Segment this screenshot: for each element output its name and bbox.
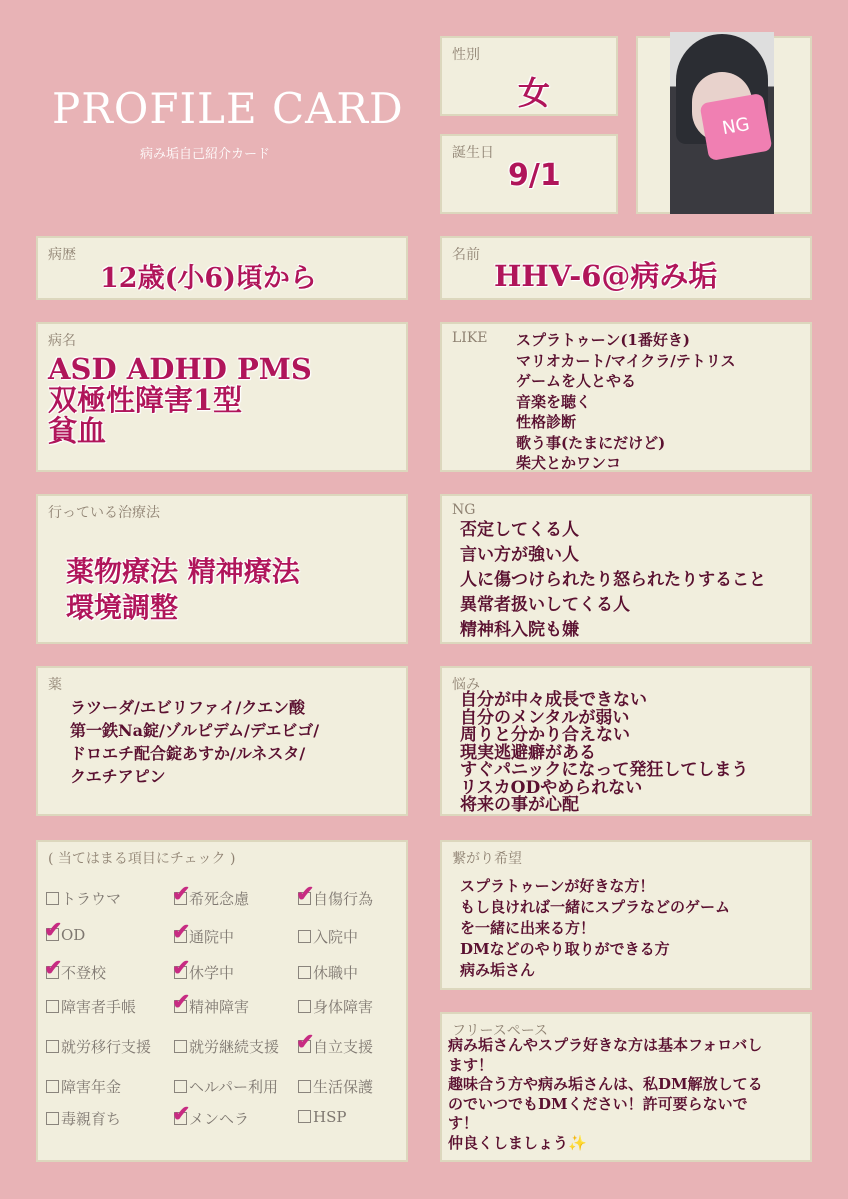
history-label: 病歴 bbox=[48, 247, 76, 263]
checkbox-checked[interactable] bbox=[172, 989, 191, 1015]
checkbox-unchecked[interactable] bbox=[298, 966, 311, 979]
checklist-item[interactable] bbox=[46, 1036, 151, 1057]
worries-item: すぐパニックになって発狂してしまう bbox=[460, 760, 749, 780]
free-space-line: す！ bbox=[448, 1114, 479, 1132]
disease-item: 貧血 bbox=[48, 414, 107, 448]
checkmark-icon: ✔ bbox=[296, 1029, 315, 1055]
medicine-item: ドロエチ配合錠あすか/ルネスタ/ bbox=[70, 744, 306, 763]
checklist-item[interactable] bbox=[172, 955, 235, 983]
checkmark-icon: ✔ bbox=[296, 881, 315, 907]
connect-label: 繋がり希望 bbox=[452, 851, 522, 867]
treatment-card bbox=[36, 494, 408, 644]
checklist-item[interactable] bbox=[298, 996, 373, 1017]
ng-item: 人に傷つけられたり怒られたりすること bbox=[460, 570, 766, 590]
medicine-card bbox=[36, 666, 408, 816]
history-card bbox=[36, 236, 408, 300]
checklist-item-label: 休学中 bbox=[189, 964, 235, 982]
checkmark-icon: ✔ bbox=[172, 881, 191, 907]
like-item: マリオカート/マイクラ/テトリス bbox=[516, 351, 736, 370]
ng-item: 精神科入院も嫌 bbox=[460, 620, 579, 640]
checklist-item[interactable] bbox=[172, 989, 250, 1017]
name-value: HHV-6@病み垢 bbox=[494, 259, 718, 293]
like-item: 柴犬とかワンコ bbox=[516, 454, 622, 472]
like-label: LIKE bbox=[452, 330, 488, 346]
checklist-item[interactable] bbox=[298, 1076, 373, 1097]
checklist-item[interactable] bbox=[298, 926, 358, 947]
gender-card bbox=[440, 36, 618, 116]
medicine-label: 薬 bbox=[48, 677, 62, 693]
checklist-item-label: OD bbox=[61, 926, 86, 944]
like-item: 性格診断 bbox=[516, 413, 577, 431]
free-space-line: ます！ bbox=[448, 1055, 494, 1074]
checkbox-unchecked[interactable] bbox=[46, 1112, 59, 1125]
checkbox-checked[interactable] bbox=[44, 955, 63, 981]
free-space-line: 病み垢さんやスプラ好きな方は基本フォロバし bbox=[448, 1036, 763, 1054]
checkmark-icon: ✔ bbox=[172, 989, 191, 1015]
connect-item: を一緒に出来る方！ bbox=[460, 919, 596, 937]
checkmark-icon: ✔ bbox=[44, 955, 63, 981]
treatment-item: 環境調整 bbox=[66, 591, 179, 624]
checkbox-unchecked[interactable] bbox=[298, 1110, 311, 1123]
checklist-item-label: トラウマ bbox=[61, 890, 122, 908]
connect-card bbox=[440, 840, 812, 990]
birthday-value: 9/1 bbox=[508, 158, 561, 193]
ng-item: 否定してくる人 bbox=[460, 520, 579, 540]
checklist-item-label: 自立支援 bbox=[313, 1038, 374, 1056]
disease-list bbox=[48, 354, 312, 447]
ng-card bbox=[440, 494, 812, 644]
checklist-item-label: 休職中 bbox=[313, 964, 359, 982]
free-space-card bbox=[440, 1012, 812, 1162]
checkmark-icon: ✔ bbox=[172, 919, 191, 945]
medicine-item: ラツーダ/エビリファイ/クエン酸 bbox=[70, 698, 306, 717]
checkbox-unchecked[interactable] bbox=[174, 1080, 187, 1093]
checkbox-checked[interactable] bbox=[44, 917, 63, 943]
checklist-card bbox=[36, 840, 408, 1162]
checkbox-checked[interactable] bbox=[296, 1029, 315, 1055]
checkmark-icon: ✔ bbox=[172, 1101, 191, 1127]
gender-value: 女 bbox=[518, 74, 551, 112]
name-card bbox=[440, 236, 812, 300]
free-space-text bbox=[448, 1036, 763, 1153]
worries-item: 現実逃避癖がある bbox=[460, 742, 596, 763]
checkbox-unchecked[interactable] bbox=[298, 1080, 311, 1093]
checkbox-checked[interactable] bbox=[296, 881, 315, 907]
checklist-item[interactable] bbox=[46, 996, 136, 1017]
checklist-item[interactable] bbox=[172, 881, 250, 909]
worries-item: 周りと分かり合えない bbox=[460, 725, 630, 745]
ng-list bbox=[460, 518, 766, 643]
like-list bbox=[516, 330, 735, 474]
checklist-item-label: 希死念慮 bbox=[189, 890, 250, 908]
ng-item: 異常者扱いしてくる人 bbox=[460, 595, 630, 615]
free-space-label: フリースペース bbox=[452, 1023, 549, 1039]
treatment-list bbox=[66, 554, 300, 626]
checkmark-icon: ✔ bbox=[172, 955, 191, 981]
treatment-label: 行っている治療法 bbox=[48, 505, 160, 521]
checklist-item[interactable] bbox=[46, 1108, 121, 1129]
ng-item: 言い方が強い人 bbox=[460, 545, 579, 565]
gender-label: 性別 bbox=[452, 47, 480, 63]
checkbox-checked[interactable] bbox=[172, 1101, 191, 1127]
checklist-item[interactable] bbox=[46, 888, 121, 909]
history-value: 12歳(小6)頃から bbox=[100, 263, 317, 294]
connect-item: DMなどのやり取りができる方 bbox=[460, 940, 670, 958]
checklist-item[interactable] bbox=[298, 962, 358, 983]
checklist-item[interactable] bbox=[174, 1036, 279, 1057]
checkbox-unchecked[interactable] bbox=[46, 1000, 59, 1013]
checklist-item[interactable] bbox=[172, 1101, 250, 1129]
medicine-item: クエチアピン bbox=[70, 767, 166, 786]
connect-item: 病み垢さん bbox=[460, 961, 536, 979]
checklist-item-label: HSP bbox=[313, 1108, 347, 1126]
medicine-item: 第一鉄Na錠/ゾルピデム/デエビゴ/ bbox=[70, 721, 320, 740]
profile-photo bbox=[670, 32, 774, 214]
connect-list bbox=[460, 876, 730, 981]
worries-item: 自分のメンタルが弱い bbox=[460, 707, 630, 728]
photo-card bbox=[636, 36, 812, 214]
checklist-item-label: 自傷行為 bbox=[313, 890, 374, 908]
checkbox-checked[interactable] bbox=[172, 955, 191, 981]
checklist-item[interactable] bbox=[44, 955, 107, 983]
checklist-item-label: 障害年金 bbox=[61, 1078, 122, 1096]
checklist-item-label: 障害者手帳 bbox=[61, 998, 137, 1016]
checkbox-unchecked[interactable] bbox=[298, 930, 311, 943]
worries-item: リスカODやめられない bbox=[460, 777, 643, 798]
worries-list bbox=[460, 692, 748, 815]
treatment-item: 薬物療法 精神療法 bbox=[66, 555, 300, 588]
like-item: 歌う事(たまにだけど) bbox=[516, 433, 666, 452]
page-subtitle: 病み垢自己紹介カード bbox=[140, 147, 271, 162]
worries-card bbox=[440, 666, 812, 816]
checklist-item[interactable] bbox=[44, 917, 86, 944]
like-item: 音楽を聴く bbox=[516, 392, 592, 411]
like-item: スプラトゥーン(1番好き) bbox=[516, 331, 690, 349]
checkbox-unchecked[interactable] bbox=[46, 1040, 59, 1053]
checklist-item-label: 入院中 bbox=[313, 928, 359, 946]
disease-item: 双極性障害1型 bbox=[48, 383, 243, 417]
checkbox-unchecked[interactable] bbox=[174, 1040, 187, 1053]
checklist-item-label: 身体障害 bbox=[313, 998, 374, 1016]
like-card bbox=[440, 322, 812, 472]
name-label: 名前 bbox=[452, 247, 480, 263]
checklist-item-label: 生活保護 bbox=[313, 1078, 374, 1096]
birthday-card bbox=[440, 134, 618, 214]
checkbox-unchecked[interactable] bbox=[46, 892, 59, 905]
checkbox-checked[interactable] bbox=[172, 919, 191, 945]
checkmark-icon: ✔ bbox=[44, 917, 63, 943]
worries-label: 悩み bbox=[452, 677, 480, 693]
free-space-line: 仲良くしましょう✨ bbox=[448, 1133, 587, 1152]
ng-sticker-icon: NG bbox=[699, 93, 772, 161]
checklist-item[interactable] bbox=[296, 1029, 374, 1057]
checklist-item-label: 精神障害 bbox=[189, 998, 250, 1016]
medicine-list bbox=[70, 696, 319, 788]
connect-item: もし良ければ一緒にスプラなどのゲーム bbox=[460, 898, 731, 916]
checklist-item[interactable] bbox=[296, 881, 374, 909]
disease-item: ASD ADHD PMS bbox=[48, 352, 312, 386]
checkbox-unchecked[interactable] bbox=[46, 1080, 59, 1093]
like-item: ゲームを人とやる bbox=[516, 372, 637, 390]
checklist-item[interactable] bbox=[174, 1076, 278, 1097]
checkbox-unchecked[interactable] bbox=[298, 1000, 311, 1013]
checklist-item[interactable] bbox=[46, 1076, 121, 1097]
checklist-label: ( 当てはまる項目にチェック ) bbox=[48, 851, 236, 867]
checklist-item-label: 就労継続支援 bbox=[189, 1038, 280, 1056]
checklist-item-label: 通院中 bbox=[189, 928, 235, 946]
ng-label: NG bbox=[452, 502, 476, 518]
checklist-item[interactable] bbox=[298, 1108, 346, 1126]
checklist-item[interactable] bbox=[172, 919, 235, 947]
checklist-item-label: 毒親育ち bbox=[61, 1110, 122, 1128]
birthday-label: 誕生日 bbox=[452, 145, 494, 161]
disease-label: 病名 bbox=[48, 333, 76, 349]
worries-item: 自分が中々成長できない bbox=[460, 690, 647, 710]
disease-card bbox=[36, 322, 408, 472]
checklist-item-label: ヘルパー利用 bbox=[189, 1078, 278, 1096]
checklist-item-label: メンヘラ bbox=[189, 1110, 250, 1128]
free-space-line: のでいつでもDMください！許可要らないで bbox=[448, 1094, 748, 1113]
checklist-item-label: 就労移行支援 bbox=[61, 1038, 152, 1056]
checkbox-checked[interactable] bbox=[172, 881, 191, 907]
worries-item: 将来の事が心配 bbox=[460, 795, 579, 815]
connect-item: スプラトゥーンが好きな方！ bbox=[460, 877, 655, 895]
page-title: PROFILE CARD bbox=[52, 84, 404, 133]
checklist-item-label: 不登校 bbox=[61, 964, 107, 982]
free-space-line: 趣味合う方や病み垢さんは、私DM解放してる bbox=[448, 1075, 763, 1093]
